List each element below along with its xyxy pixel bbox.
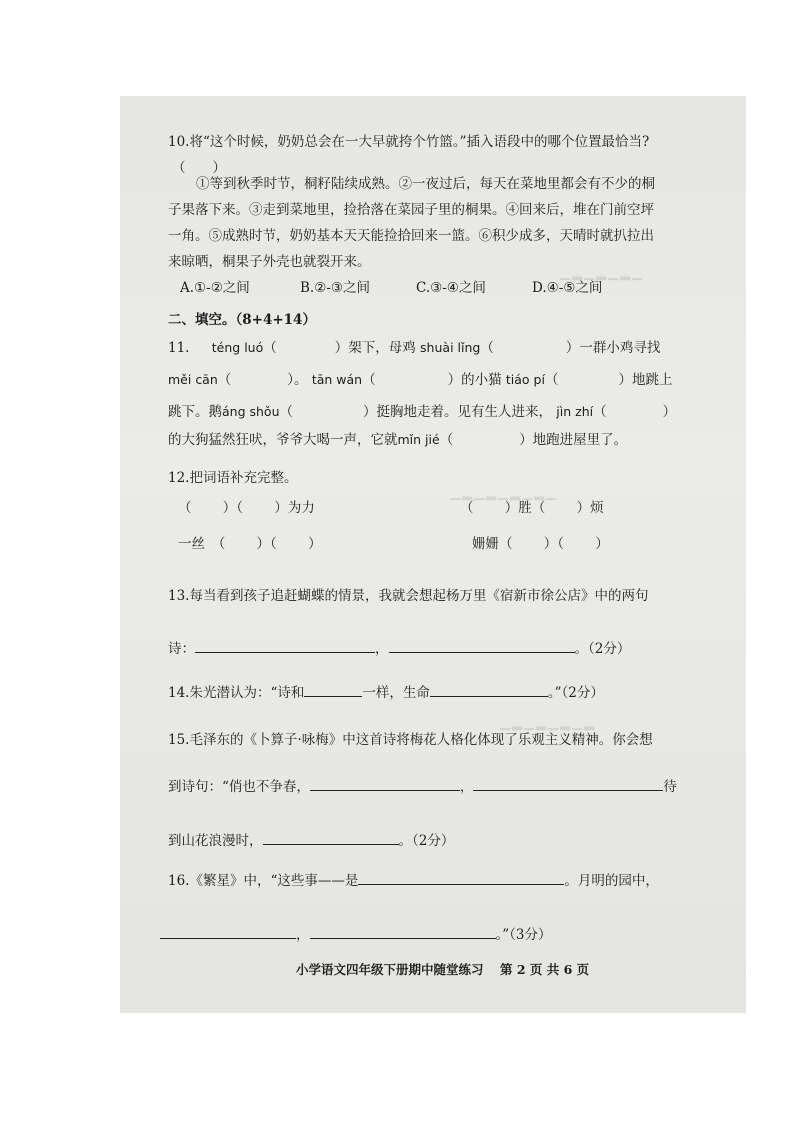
q11-pinyin-2: shuài lǐng [420, 340, 481, 355]
q11-open-paren: （ [362, 372, 376, 388]
q11-line-4 [168, 430, 627, 450]
q14-text-a: 14.朱光潜认为：“诗和 [168, 685, 305, 701]
q12-blank-paren[interactable]: （ ） [218, 536, 271, 552]
q12-word-4: 一丝 [178, 536, 205, 552]
q11-line-1 [168, 338, 660, 358]
q11-open-paren: （ [593, 404, 607, 420]
q10-stem: 10.将“这个时候，奶奶总会在一大早就挎个竹篮。”插入语段中的哪个位置最恰当? [168, 134, 650, 150]
q11-text-8: 的大狗猛然狂吠，爷爷大喝一声，它就 [168, 432, 398, 448]
q11-text-2: ）一群小鸡寻找 [565, 340, 661, 356]
q10-paragraph-line-2: 子果落下来。③走到菜地里，捡拾落在菜园子里的桐果。④回来后，堆在门前空坪 [168, 202, 654, 218]
footer-page-number: 第 2 页 共 6 页 [500, 962, 590, 977]
q15-score: 。（2分） [398, 833, 455, 849]
q10-option-b: B.②-③之间 [300, 280, 370, 296]
q12-blank-paren[interactable]: （ ） [499, 536, 558, 552]
q12-word-1: 为力 [287, 500, 315, 516]
q16-blank-2[interactable] [160, 924, 296, 939]
q11-pinyin-5: tiáo pí [505, 372, 545, 387]
q16-text-a: 16.《繁星》中，“这些事——是 [168, 873, 359, 889]
q11-open-paren: （ [480, 340, 494, 356]
q10-answer-paren: （ ） [172, 160, 226, 176]
q16-line-1 [168, 870, 659, 891]
q12-row-1-left [178, 498, 315, 518]
q10-paragraph-line-1: ①等到秋季时节，桐籽陆续成熟。②一夜过后，每天在菜地里都会有不少的桐 [196, 176, 655, 192]
q11-text-3: ）。 [287, 372, 308, 388]
q15-text-a: 到诗句：“俏也不争春， [168, 779, 310, 795]
q15-blank-1[interactable] [310, 776, 460, 791]
q16-text-c: ， [296, 927, 310, 943]
q11-text-1: ）架下，母鸡 [334, 340, 416, 356]
q14-blank-1[interactable] [304, 682, 362, 697]
scanned-page-photo [120, 96, 746, 1013]
q15-line-2 [168, 776, 677, 797]
q11-close-paren: ） [662, 404, 677, 420]
q15-text-c: 到山花浪漫时， [168, 833, 263, 849]
q13-comma: ， [375, 641, 389, 657]
q16-text-d: 。”（3分） [495, 927, 552, 943]
q11-pinyin-8: mǐn jié [397, 432, 440, 447]
q12-word-3: 烦 [590, 500, 604, 516]
q11-text-5: ）地跳上 [618, 372, 673, 388]
q13-stem: 13.每当看到孩子追赶蝴蝶的情景，我就会想起杨万里《宿新市徐公店》中的两句 [168, 588, 649, 604]
q15-line-3 [168, 830, 454, 851]
q16-line-2 [160, 924, 552, 945]
q11-pinyin-3: měi cān [168, 372, 218, 387]
q16-blank-1[interactable] [358, 870, 564, 885]
footer-title: 小学语文四年级下册期中随堂练习 [296, 962, 484, 977]
q13-blank-2[interactable] [389, 638, 575, 653]
q11-open-paren: （ [279, 404, 293, 420]
q13-answer-line [168, 638, 630, 659]
q16-text-b: 。月明的园中， [564, 873, 659, 889]
q12-blank-paren[interactable]: （ ） [460, 500, 519, 516]
q11-text-6: 跳下。鹅 [168, 404, 222, 420]
q13-score: 。（2分） [574, 641, 631, 657]
q13-prefix: 诗： [168, 641, 195, 657]
q12-blank-paren[interactable]: （ ） [178, 500, 237, 516]
q11-pinyin-7: jìn zhí [556, 404, 594, 419]
q11-line-2 [168, 370, 672, 390]
q16-blank-3[interactable] [310, 924, 496, 939]
bleed-through-shadow: ▁▂▁▂▁▂▁▂ [500, 716, 596, 731]
q12-blank-paren[interactable]: （ ） [557, 536, 609, 552]
q11-line-3 [168, 402, 676, 422]
q12-row-2-right [472, 534, 609, 554]
q15-stem: 15.毛泽东的《卜算子·咏梅》中这首诗将梅花人格化体现了乐观主义精神。你会想 [168, 732, 653, 748]
q11-open-paren: （ [263, 340, 277, 356]
q15-blank-3[interactable] [263, 830, 399, 845]
q15-blank-2[interactable] [473, 776, 663, 791]
q14-text-b: 一样，生命 [362, 685, 430, 701]
q11-open-paren: （ [217, 372, 232, 388]
bleed-through-shadow: ▁▂▁▂▁▂▁ [560, 266, 644, 281]
q11-number: 11. [168, 340, 190, 356]
q12-blank-paren[interactable]: （ ） [270, 536, 322, 552]
q12-word-5: 姗姗 [472, 536, 499, 552]
q14-text-c: 。”（2分） [547, 685, 604, 701]
q13-blank-1[interactable] [195, 638, 375, 653]
q11-pinyin-6: áng shǒu [222, 404, 280, 419]
q12-blank-paren[interactable]: （ ） [236, 500, 288, 516]
q12-word-2: 胜 [518, 500, 532, 516]
q11-open-paren: （ [439, 432, 454, 448]
q10-option-c: C.③-④之间 [416, 280, 486, 296]
q11-text-4: ）的小猫 [447, 372, 502, 388]
q10-paragraph-line-3: 一角。⑤成熟时节，奶奶基本天天能捡拾回来一篮。⑥积少成多，天晴时就扒拉出 [168, 228, 654, 244]
q12-blank-paren[interactable]: （ ） [531, 500, 591, 516]
q12-row-2-left [178, 534, 322, 554]
q10-paragraph-line-4: 来晾晒，桐果子外壳也就裂开来。 [168, 254, 371, 270]
section-2-title: 二、填空。（8+4+14） [168, 312, 316, 328]
q11-text-7: ）挺胸地走着。见有生人进来， [363, 404, 552, 420]
q11-text-9: ）地跑进屋里了。 [519, 432, 628, 448]
q12-row-1-right [460, 498, 604, 518]
q11-open-paren: （ [544, 372, 559, 388]
q14-line [168, 682, 604, 703]
q10-option-d: D.④-⑤之间 [532, 280, 603, 296]
q10-option-a: A.①-②之间 [180, 280, 250, 296]
q14-blank-2[interactable] [430, 682, 548, 697]
q11-pinyin-1: téng luó [211, 340, 264, 355]
q12-stem: 12.把词语补充完整。 [168, 470, 298, 486]
q15-text-b: 待 [663, 779, 677, 795]
bleed-through-shadow: ▁▂▁▂▁▂▁▂▁ [450, 486, 558, 501]
q15-comma: ， [459, 779, 474, 795]
q11-pinyin-4: tān wán [311, 372, 363, 387]
